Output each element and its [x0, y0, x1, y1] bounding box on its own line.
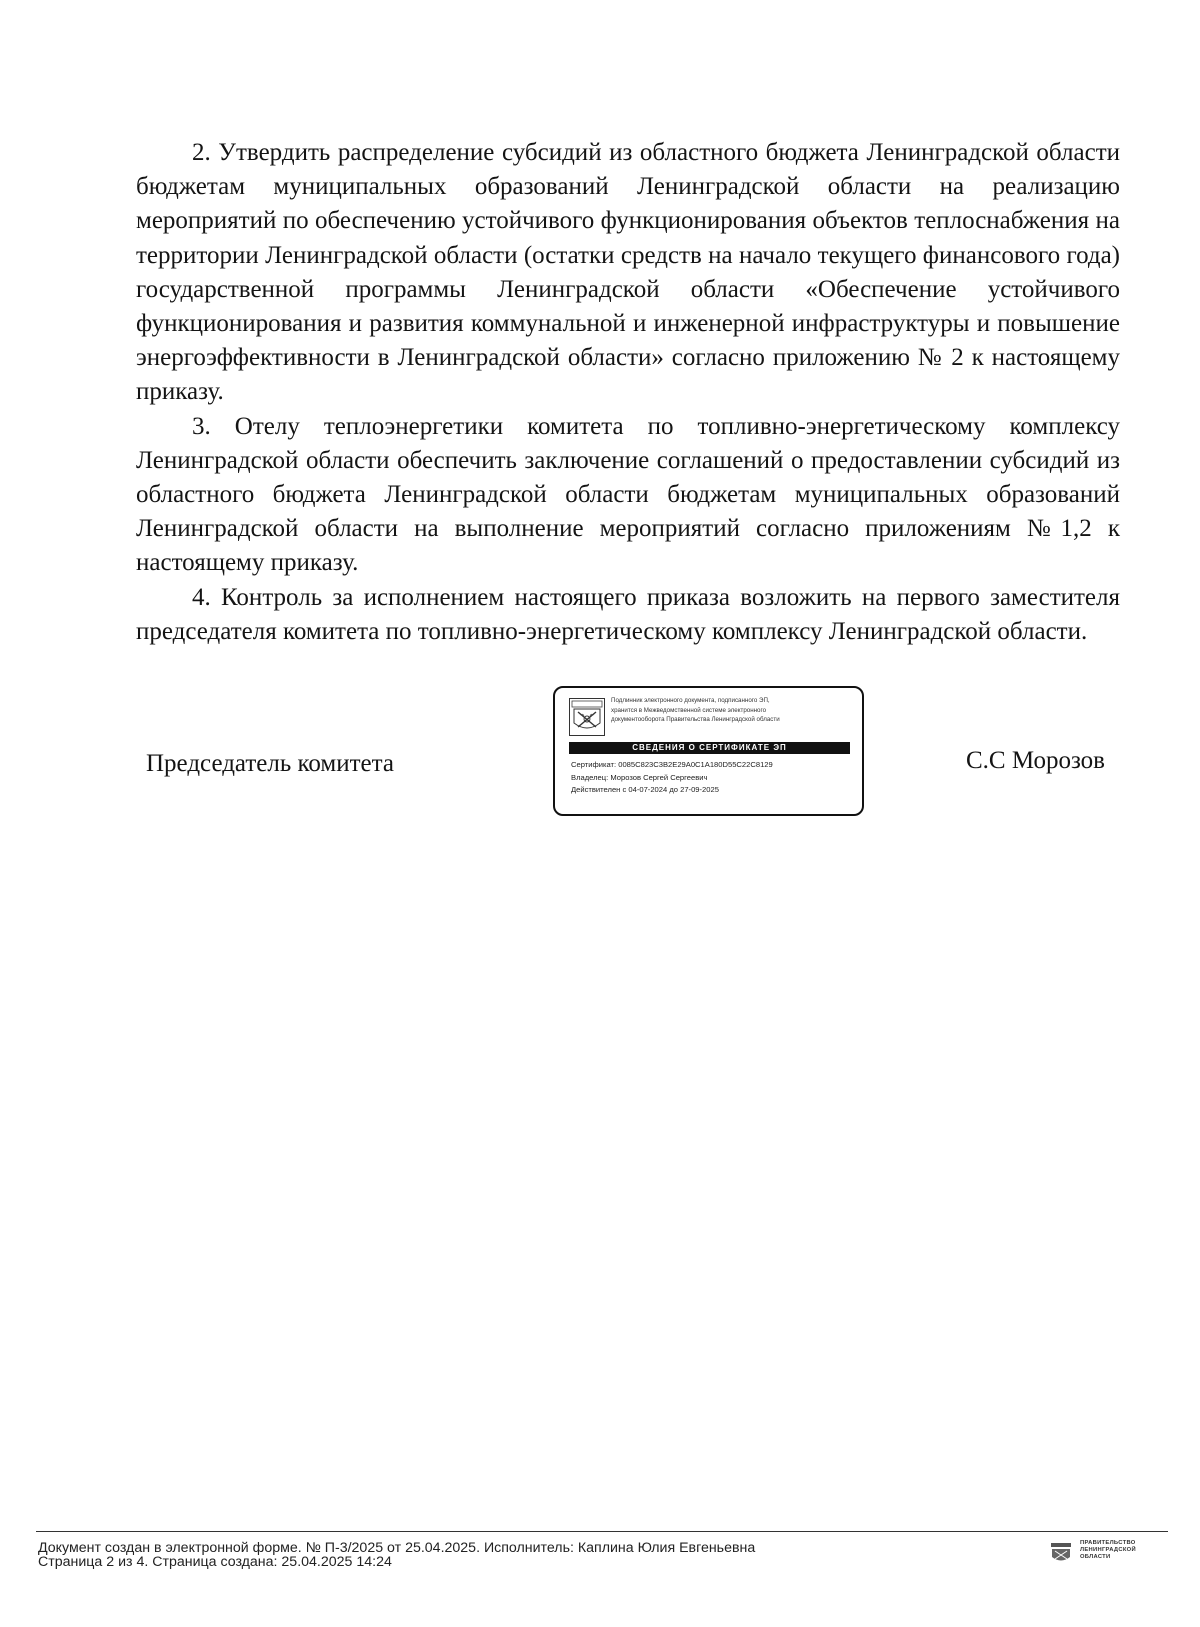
- footer-divider: [36, 1531, 1168, 1532]
- coat-of-arms-icon: [569, 698, 605, 736]
- paragraph-item-2: 2. Утвердить распределение субсидий из областного бюджета Ленинградской области бюджетам муниципальных образований Ленинградской области на реализацию мероприятий по обеспечению устойчивого функционирования объектов теплоснабжения на территории Ленинградской области (остатки средств на начало текущего финансового года) государственной программы Ленинградской области «Обеспечение устойчивого функционирования и развития коммунальной и инженерной инфраструктуры и повышение энергоэффективности в Ленинградской области» согласно приложению № 2 к настоящему приказу.: [136, 139, 1120, 406]
- stamp-header-line: хранится в Межведомственной системе электронного: [611, 706, 767, 714]
- government-emblem-icon: [1050, 1542, 1072, 1564]
- footer-document-info: Документ создан в электронной форме. № П-3/2025 от 25.04.2025. Исполнитель: Каплина Юлия Евгеньевна: [38, 1540, 756, 1556]
- paragraph-item-4: 4. Контроль за исполнением настоящего приказа возложить на первого заместителя председателя комитета по топливно-энергетическому комплексу Ленинградской области.: [136, 583, 1120, 645]
- stamp-details: [571, 759, 856, 797]
- certificate-owner: Владелец: Морозов Сергей Сергеевич: [571, 772, 708, 782]
- certificate-validity: Действителен с 04-07-2024 до 27-09-2025: [571, 785, 719, 794]
- logo-text-line: ПРАВИТЕЛЬСТВО: [1080, 1540, 1136, 1546]
- government-logo: [1050, 1538, 1170, 1572]
- logo-text-line: ОБЛАСТИ: [1080, 1554, 1111, 1561]
- document-body: [136, 136, 1120, 649]
- electronic-signature-stamp: [553, 686, 864, 816]
- footer-page-info: Страница 2 из 4. Страница создана: 25.04.2025 14:24: [38, 1554, 392, 1570]
- government-logo-text: [1080, 1540, 1136, 1562]
- stamp-title-bar: СВЕДЕНИЯ О СЕРТИФИКАТЕ ЭП: [569, 742, 850, 754]
- logo-text-line: ЛЕНИНГРАДСКОЙ: [1080, 1547, 1136, 1554]
- stamp-header-line: документооборота Правительства Ленинградской области: [611, 716, 780, 723]
- signatory-name: С.С Морозов: [966, 747, 1105, 774]
- paragraph-item-3: 3. Отелу теплоэнергетики комитета по топливно-энергетическому комплексу Ленинградской области обеспечить заключение соглашений о предоставлении субсидий из областного бюджета Ленинградской области бюджетам муниципальных образований Ленинградской области на выполнение мероприятий согласно приложениям №1,2 к настоящему приказу.: [136, 412, 1120, 577]
- stamp-header-line: Подлинник электронного документа, подписанного ЭП,: [611, 697, 770, 704]
- document-footer: [38, 1541, 755, 1569]
- stamp-header: [611, 696, 859, 725]
- certificate-number: Сертификат: 0085C823C3B2E29A0C1A180D55C22C8129: [571, 760, 773, 769]
- signatory-position: Председатель комитета: [146, 750, 394, 777]
